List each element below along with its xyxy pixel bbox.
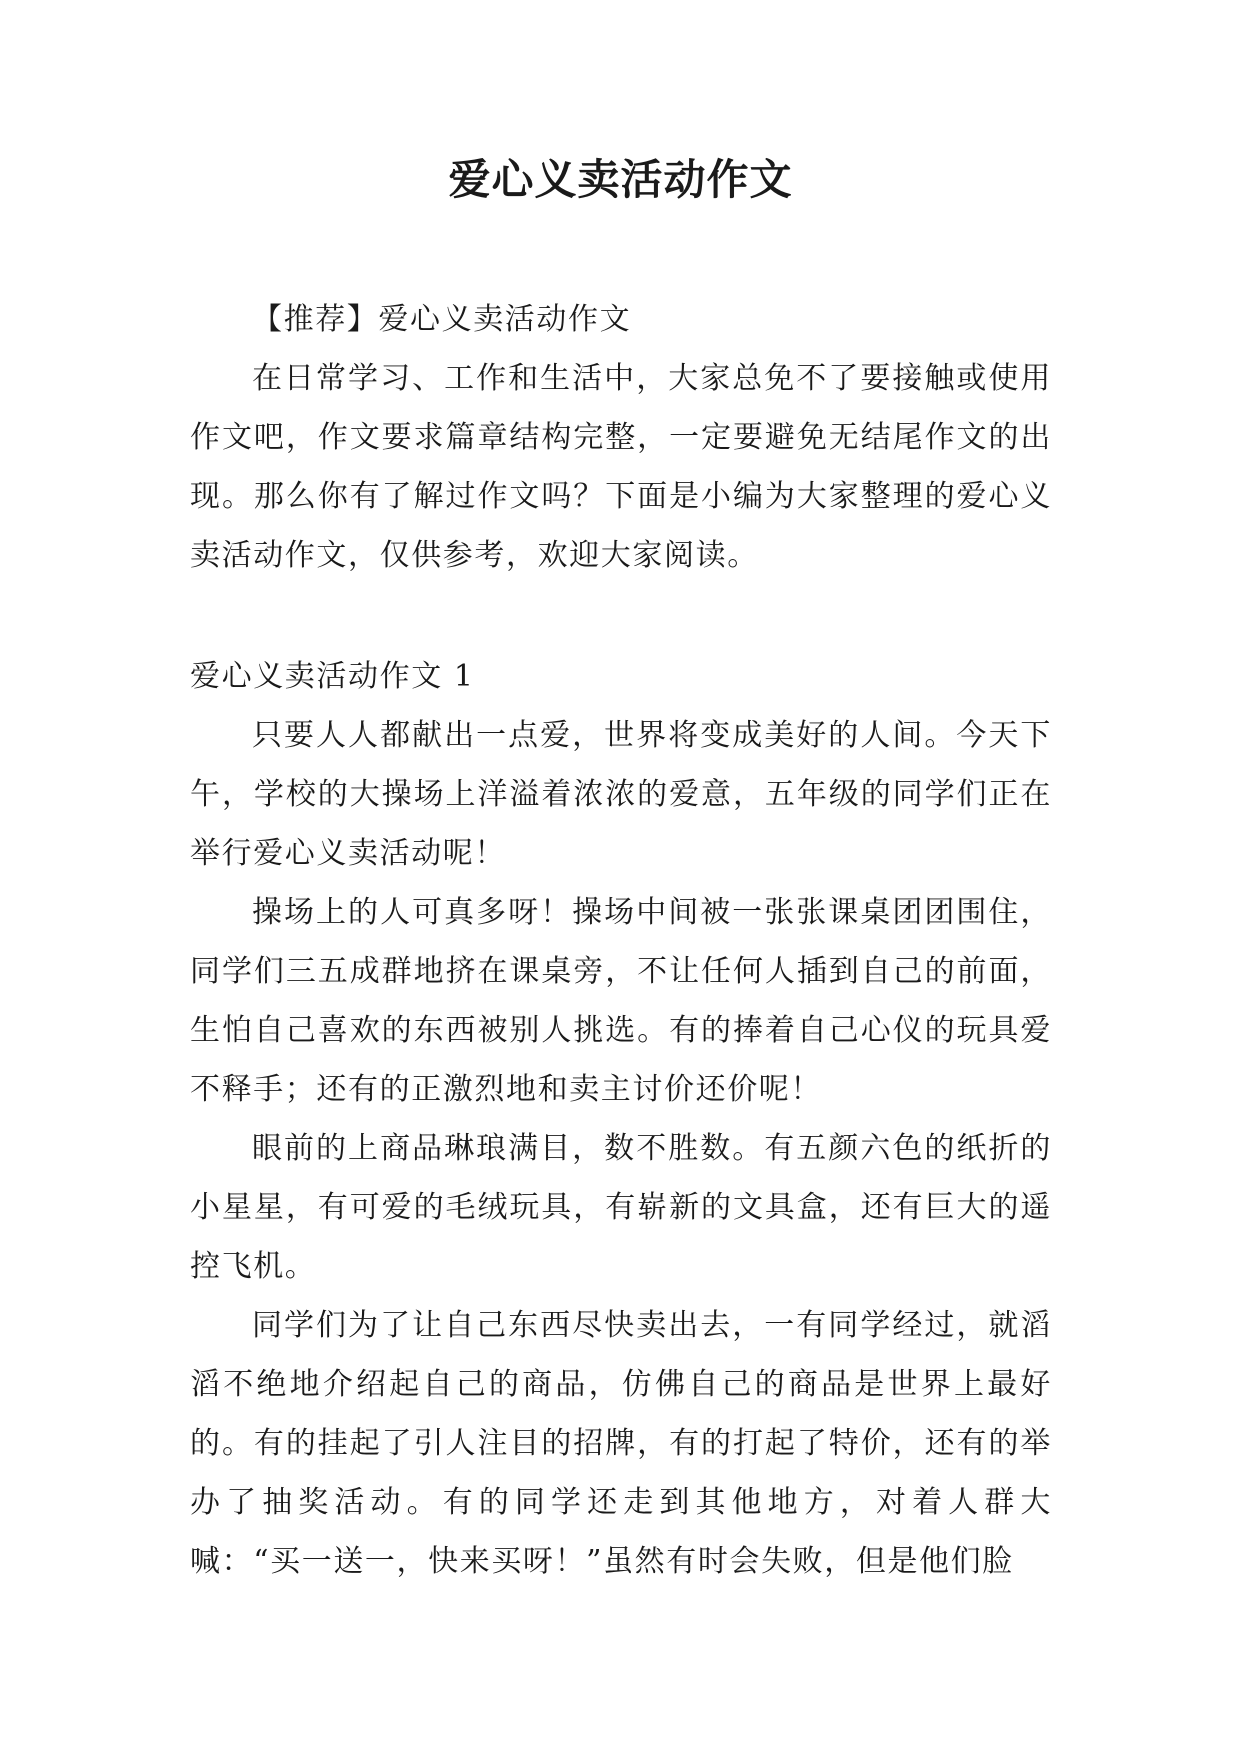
body-paragraph: 眼前的上商品琳琅满目，数不胜数。有五颜六色的纸折的小星星，有可爱的毛绒玩具，有崭新的文具盒，还有巨大的遥控飞机。 [190, 1131, 1052, 1284]
body-paragraph: 只要人人都献出一点爱，世界将变成美好的人间。今天下午，学校的大操场上洋溢着浓浓的爱意，五年级的同学们正在举行爱心义卖活动呢！ [190, 718, 1052, 871]
document-body [190, 290, 1052, 1591]
document-title: 爱心义卖活动作文 [448, 155, 793, 204]
recommend-line: 【推荐】爱心义卖活动作文 [252, 302, 632, 337]
section-heading: 爱心义卖活动作文 1 [190, 659, 475, 694]
intro-paragraph: 在日常学习、工作和生活中，大家总免不了要接触或使用作文吧，作文要求篇章结构完整，一定要避免无结尾作文的出现。那么你有了解过作文吗？下面是小编为大家整理的爱心义卖活动作文，仅供参考，欢迎大家阅读。 [190, 361, 1052, 573]
body-paragraph: 操场上的人可真多呀！操场中间被一张张课桌团团围住，同学们三五成群地挤在课桌旁，不让任何人插到自己的前面，生怕自己喜欢的东西被别人挑选。有的捧着自己心仪的玩具爱不释手；还有的正激烈地和卖主讨价还价呢！ [190, 895, 1052, 1107]
body-paragraph: 同学们为了让自己东西尽快卖出去，一有同学经过，就滔滔不绝地介绍起自己的商品，仿佛自己的商品是世界上最好的。有的挂起了引人注目的招牌，有的打起了特价，还有的举办了抽奖活动。有的同学还走到其他地方，对着人群大喊：“买一送一，快来买呀！”虽然有时会失败，但是他们脸 [190, 1308, 1052, 1579]
